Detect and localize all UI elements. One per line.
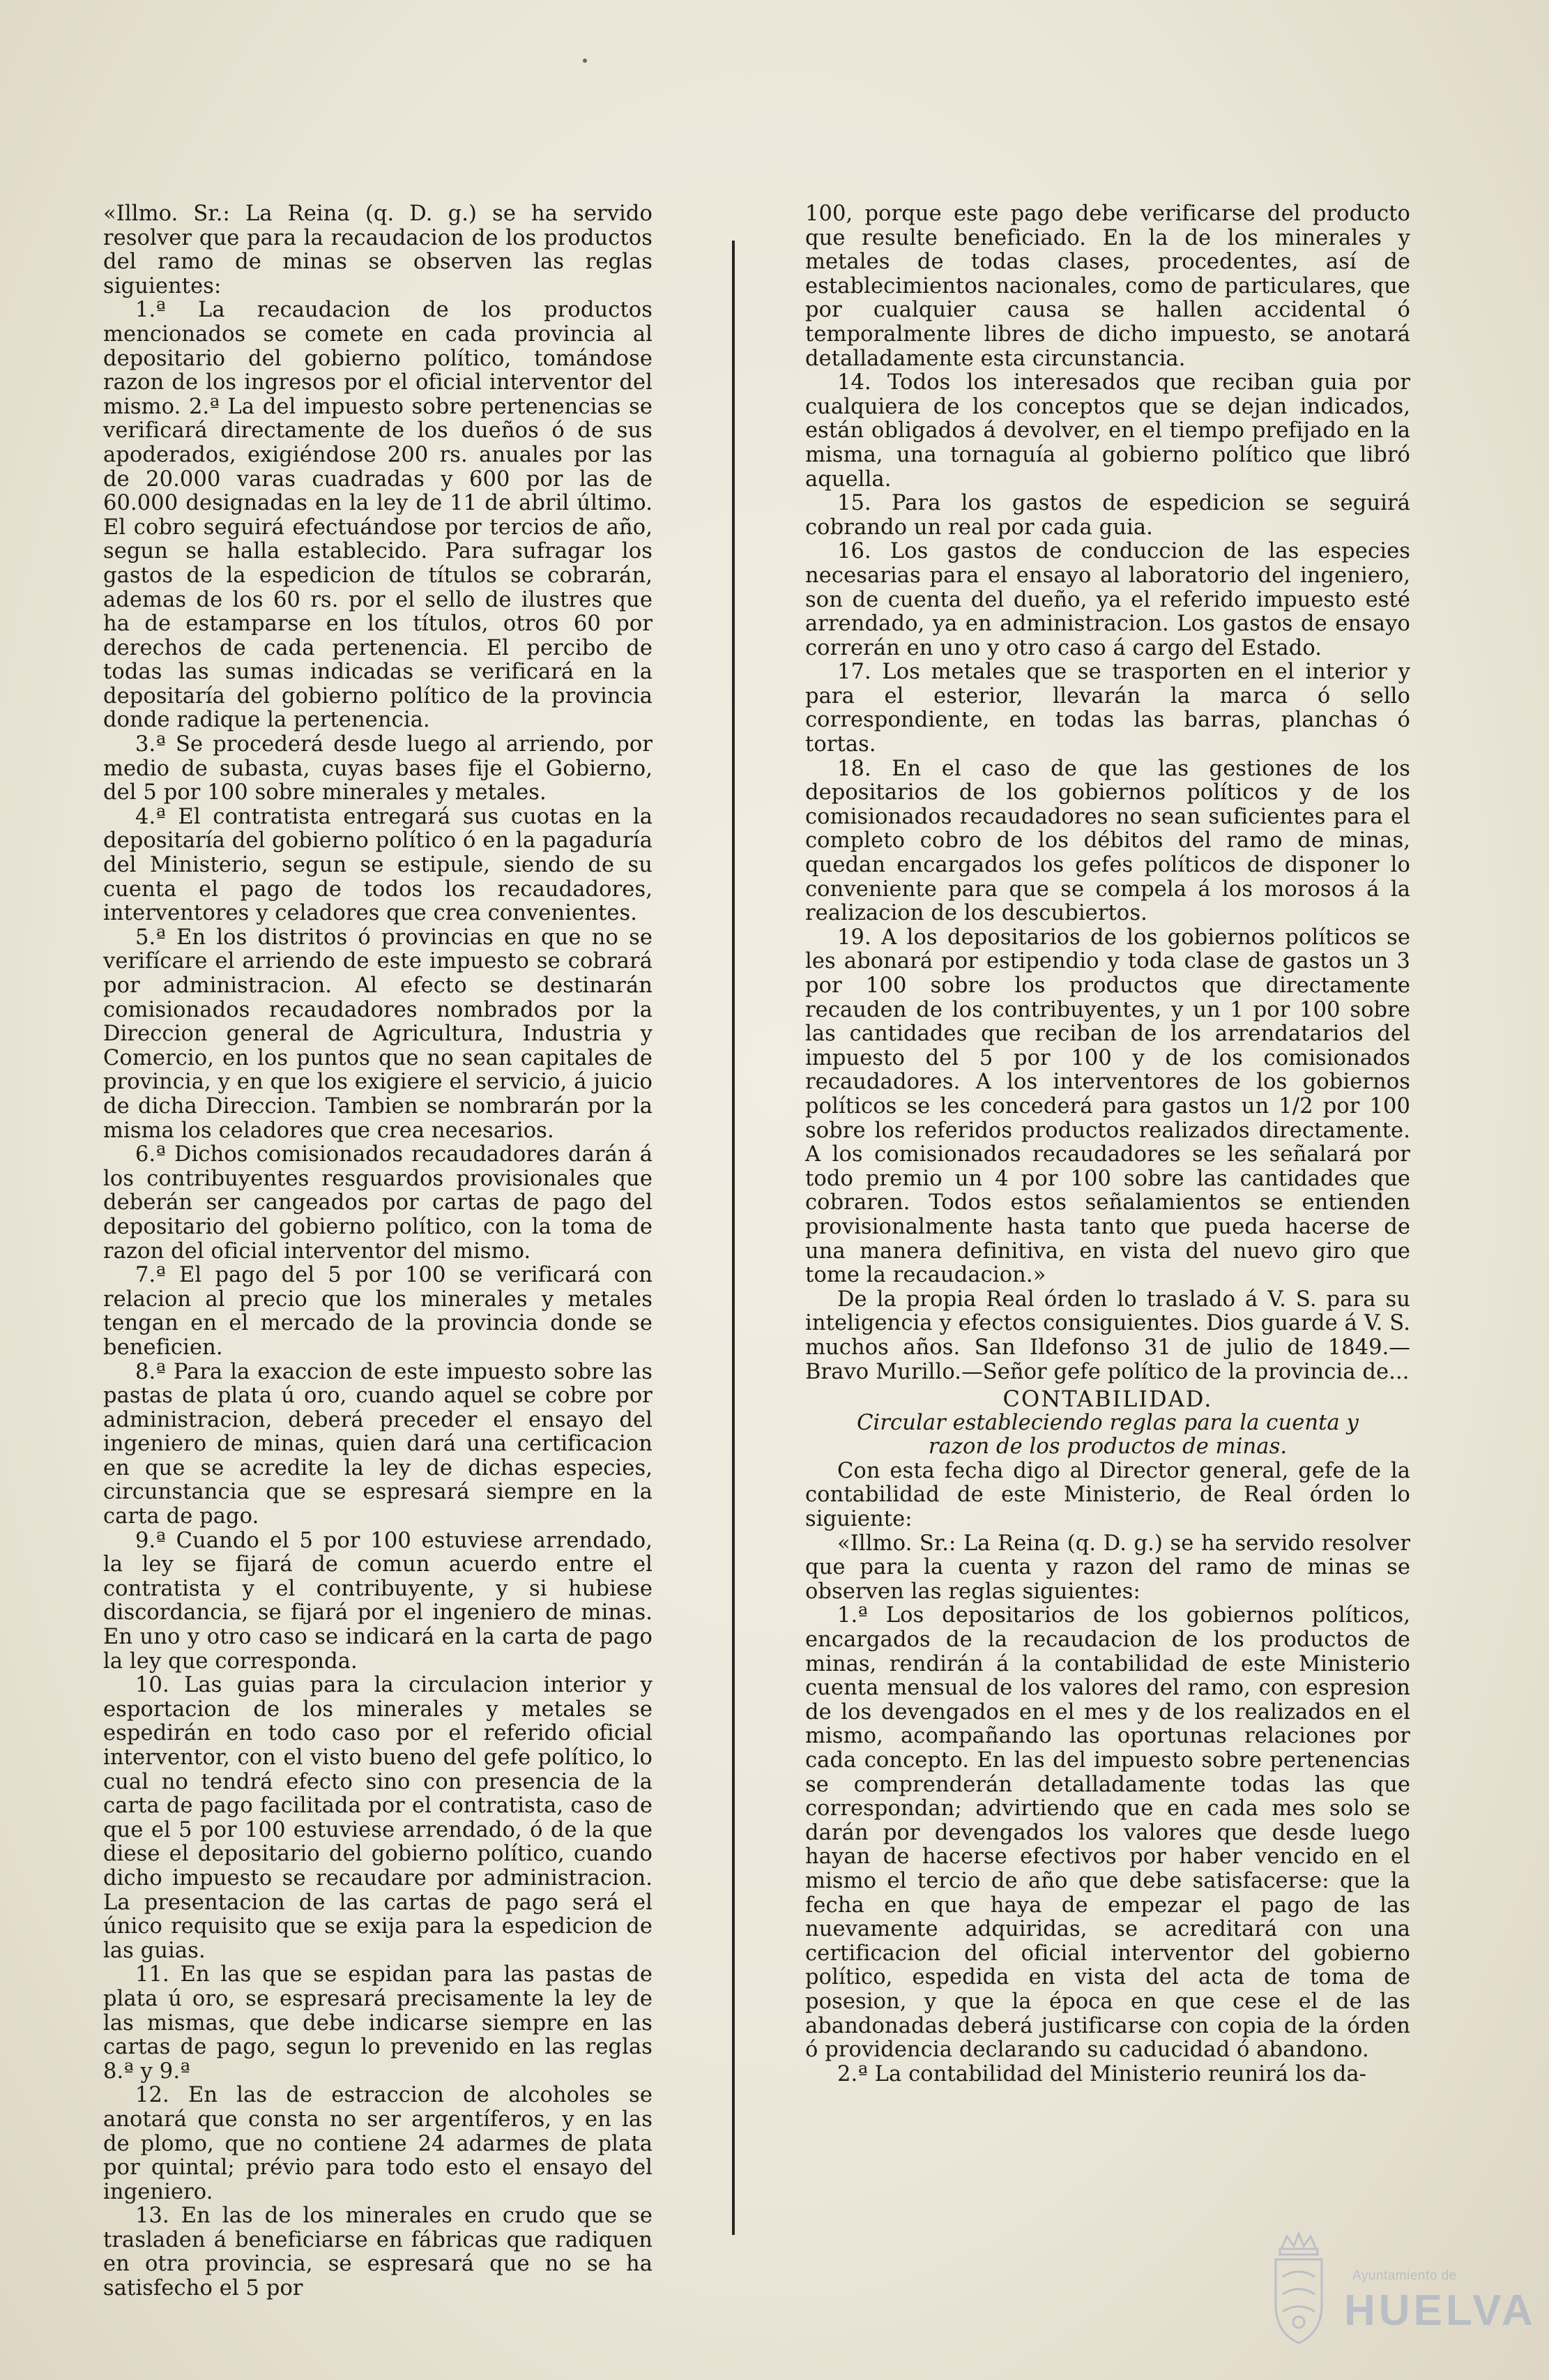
paragraph: De la propia Real órden lo traslado á V. S. para su inteligencia y efectos consiguientes. Dios guarde á V. S. muchos años. San Ildefonso 31 de julio de 1849.—Bravo Murillo.—Señor gefe político de la provincia de... bbox=[805, 1287, 1410, 1384]
paragraph: 13. En las de los minerales en crudo que se trasladen á beneficiarse en fábricas que radiquen en otra provincia, se espresará que no se ha satisfecho el 5 por bbox=[103, 2204, 653, 2301]
paragraph: «Illmo. Sr.: La Reina (q. D. g.) se ha servido resolver que para la cuenta y razon del ramo de minas se observen las reglas siguientes: bbox=[805, 1531, 1410, 1604]
paragraph: 7.ª El pago del 5 por 100 se verificará con relacion al precio que los minerales y metales tengan en el mercado de la provincia donde se beneficien. bbox=[103, 1263, 653, 1360]
paragraph: 11. En las que se espidan para las pastas de plata ú oro, se espresará precisamente la ley de las mismas, que debe indicarse siempre en las cartas de pago, segun lo prevenido en las reglas 8.ª y 9.ª bbox=[103, 1962, 653, 2084]
paragraph: Con esta fecha digo al Director general, gefe de la contabilidad de este Ministerio, de Real órden lo siguiente: bbox=[805, 1458, 1410, 1532]
watermark-caption: Ayuntamiento de bbox=[1352, 2268, 1457, 2283]
paragraph: 1.ª La recaudacion de los productos mencionados se comete en cada provincia al depositario del gobierno político, tomándose razon de los ingresos por el oficial interventor del mismo. 2.ª La del impuesto sobre pertenencias se verificará directamente de los dueños ó de sus apoderados, exigiéndose 200 rs. anuales por las de 20.000 varas cuadradas y 600 por las de 60.000 designadas en la ley de 11 de abril último. El cobro seguirá efectuándose por tercios de año, segun se halla establecido. Para sufragar los gastos de la espedicion de títulos se cobrarán, ademas de los 60 rs. por el sello de ilustres que ha de estamparse en los títulos, otros 60 por derechos de cada pertenencia. El percibo de todas las sumas indicadas se verificará en la depositaría del gobierno político de la provincia donde radique la pertenencia. bbox=[103, 298, 653, 733]
paragraph: 3.ª Se procederá desde luego al arriendo, por medio de subasta, cuyas bases fije el Gobierno, del 5 por 100 sobre minerales y metales. bbox=[103, 732, 653, 805]
paragraph: 16. Los gastos de conduccion de las especies necesarias para el ensayo al laboratorio del ingeniero, son de cuenta del dueño, ya el referido impuesto esté arrendado, ya en administracion. Los gastos de ensayo correrán en uno y otro caso á cargo del Estado. bbox=[805, 539, 1410, 660]
paragraph: 19. A los depositarios de los gobiernos políticos se les abonará por estipendio y toda clase de gastos un 3 por 100 sobre los productos que directamente recauden de los contribuyentes, y un 1 por 100 sobre las cantidades que reciban de los arrendatarios del impuesto del 5 por 100 y de los comisionados recaudadores. A los interventores de los gobiernos políticos se les concederá para gastos un 1/2 por 100 sobre los referidos productos realizados directamente. A los comisionados recaudadores se les señalará por todo premio un 4 por 100 sobre las cantidades que cobraren. Todos estos señalamientos se entienden provisionalmente hasta tanto que pueda hacerse de una manera definitiva, en vista del nuevo giro que tome la recaudacion.» bbox=[805, 925, 1410, 1288]
paragraph: 14. Todos los interesados que reciban guia por cualquiera de los conceptos que se dejan indicados, están obligados á devolver, en el tiempo prefijado en la misma, una tornaguía al gobierno político que libró aquella. bbox=[805, 370, 1410, 492]
paragraph: 6.ª Dichos comisionados recaudadores darán á los contribuyentes resguardos provisionales que deberán ser cangeados por cartas de pago del depositario del gobierno político, con la toma de razon del oficial interventor del mismo. bbox=[103, 1142, 653, 1264]
paragraph: 8.ª Para la exaccion de este impuesto sobre las pastas de plata ú oro, cuando aquel se cobre por administracion, deberá preceder el ensayo del ingeniero de minas, quien dará una certificacion en que se acredite la ley de dichas especies, circunstancia que se espresará siempre en la carta de pago. bbox=[103, 1359, 653, 1529]
ink-speck bbox=[583, 59, 587, 63]
section-subheading: Circular estableciendo reglas para la cuenta y razon de los productos de minas. bbox=[857, 1410, 1359, 1460]
paragraph: 1.ª Los depositarios de los gobiernos políticos, encargados de la recaudacion de los productos de minas, rendirán á la contabilidad de este Ministerio cuenta mensual de los valores del ramo, con espresion de los devengados en el mes y de los realizados en el mismo, acompañando las oportunas relaciones por cada concepto. En las del impuesto sobre pertenencias se comprenderán detalladamente todas las que correspondan; advirtiendo que en cada mes solo se darán por devengados los valores que desde luego hayan de hacerse efectivos por haber vencido en el mismo el tercio de año que debe satisfacerse: que la fecha en que haya de empezar el pago de las nuevamente adquiridas, se acreditará con una certificacion del oficial interventor del gobierno político, espedida en vista del acta de toma de posesion, y que la época en que cese el de las abandonadas deberá justificarse con copia de la órden ó providencia declarando su caducidad ó abandono. bbox=[805, 1603, 1410, 2063]
column-divider bbox=[732, 241, 735, 2235]
paragraph: «Illmo. Sr.: La Reina (q. D. g.) se ha servido resolver que para la recaudacion de los productos del ramo de minas se observen las reglas siguientes: bbox=[103, 202, 653, 298]
watermark-title: HUELVA bbox=[1344, 2287, 1536, 2335]
section-heading: CONTABILIDAD. bbox=[1002, 1386, 1213, 1413]
paragraph: 18. En el caso de que las gestiones de los depositarios de los gobiernos políticos y de los comisionados recaudadores no sean suficientes para el completo cobro de los débitos del ramo de minas, quedan encargados los gefes políticos de disponer lo conveniente para que se compela á los morosos á la realizacion de los descubiertos. bbox=[805, 756, 1410, 926]
paragraph: 9.ª Cuando el 5 por 100 estuviese arrendado, la ley se fijará de comun acuerdo entre el contratista y el contribuyente, y si hubiese discordancia, se fijará por el ingeniero de minas. En uno y otro caso se indicará en la carta de pago la ley que corresponda. bbox=[103, 1528, 653, 1674]
coat-of-arms-icon bbox=[1267, 2228, 1330, 2350]
library-watermark bbox=[1255, 2221, 1534, 2360]
paragraph: 15. Para los gastos de espedicion se seguirá cobrando un real por cada guia. bbox=[805, 491, 1410, 540]
paragraph: 5.ª En los distritos ó provincias en que no se verifícare el arriendo de este impuesto se cobrará por administracion. Al efecto se destinarán comisionados recaudadores nombrados por la Direccion general de Agricultura, Industria y Comercio, en los puntos que no sean capitales de provincia, y en que los exigiere el servicio, á juicio de dicha Direccion. Tambien se nombrarán por la misma los celadores que crea necesarios. bbox=[103, 925, 653, 1143]
paragraph: 17. Los metales que se trasporten en el interior y para el esterior, llevarán la marca ó sello correspondiente, en todas las barras, planchas ó tortas. bbox=[805, 660, 1410, 757]
paragraph: 100, porque este pago debe verificarse del producto que resulte beneficiado. En la de los minerales y metales de todas clases, procedentes, así de establecimientos nacionales, como de particulares, que por cualquier causa se hallen accidental ó temporalmente libres de dicho impuesto, se anotará detalladamente esta circunstancia. bbox=[805, 202, 1410, 371]
paragraph: 4.ª El contratista entregará sus cuotas en la depositaría del gobierno político ó en la pagaduría del Ministerio, segun se estipule, siendo de su cuenta el pago de todos los recaudadores, interventores y celadores que crea convenientes. bbox=[103, 804, 653, 926]
left-column bbox=[103, 202, 653, 2301]
paragraph: 12. En las de estraccion de alcoholes se anotará que consta no ser argentíferos, y en las de plomo, que no contiene 24 adarmes de plata por quintal; prévio para todo esto el ensayo del ingeniero. bbox=[103, 2083, 653, 2204]
paragraph: 2.ª La contabilidad del Ministerio reunirá los da- bbox=[837, 2061, 1367, 2086]
right-column bbox=[805, 202, 1410, 2086]
paragraph: 10. Las guias para la circulacion interior y esportacion de los minerales y metales se espedirán en todo caso por el referido oficial interventor, con el visto bueno del gefe político, lo cual no tendrá efecto sino con presencia de la carta de pago facilitada por el contratista, caso de que el 5 por 100 estuviese arrendado, ó de la que diese el depositario del gobierno político, cuando dicho impuesto se recaudare por administracion. La presentacion de las cartas de pago será el único requisito que se exija para la espedicion de las guias. bbox=[103, 1673, 653, 1963]
